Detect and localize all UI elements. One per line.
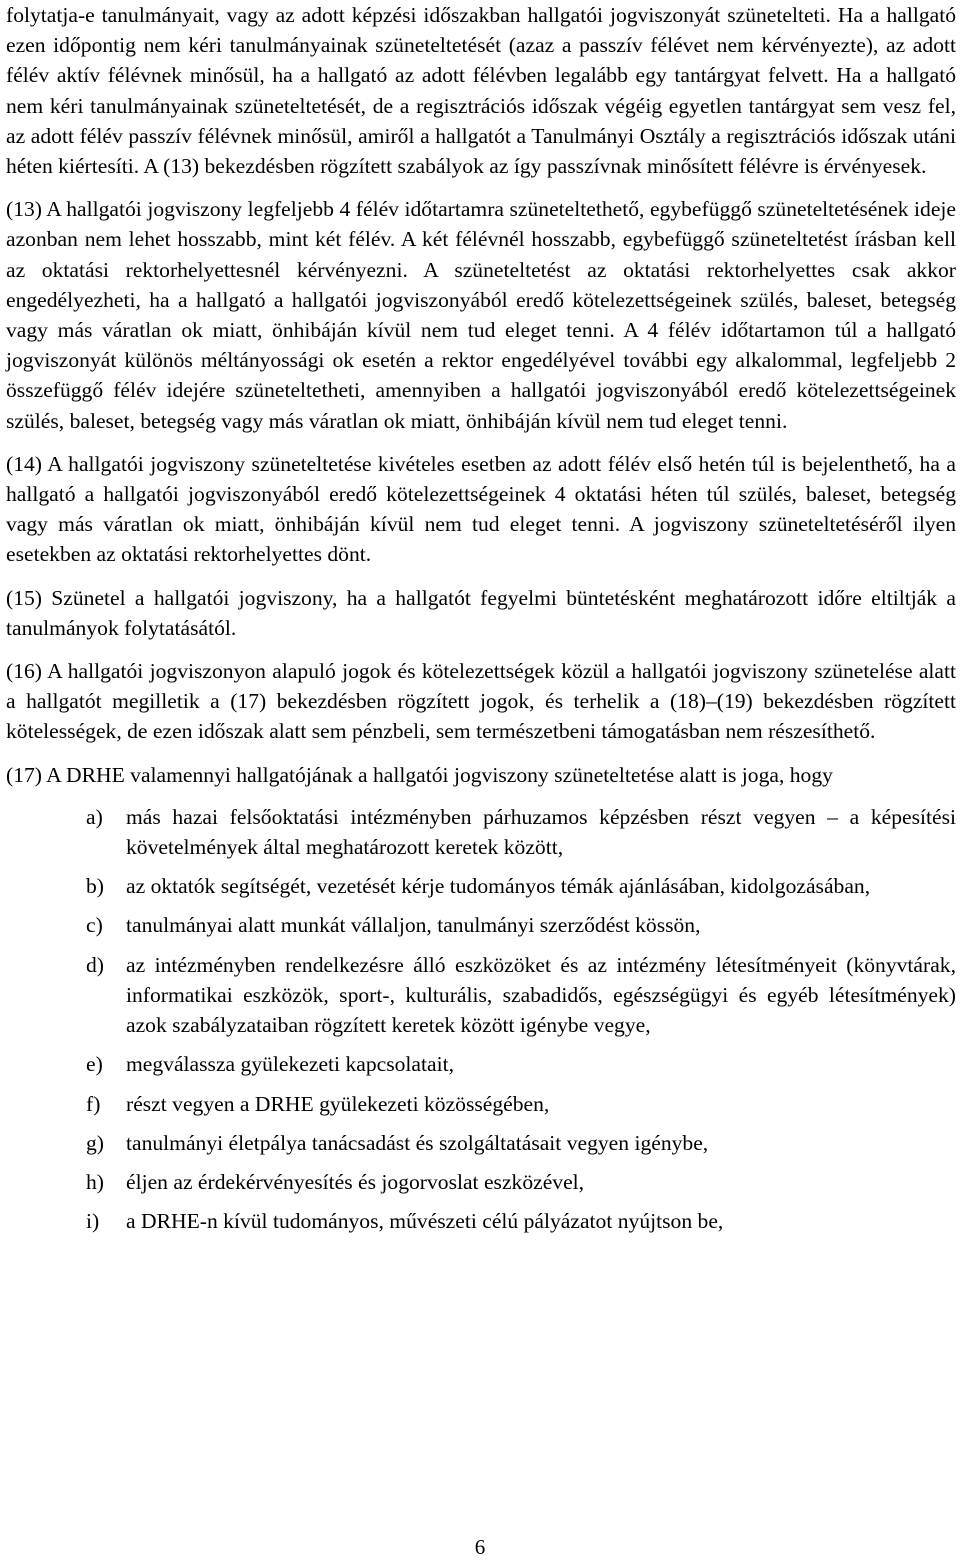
paragraph-13: (13) A hallgatói jogviszony legfeljebb 4 félév időtartamra szüneteltethető, egybefüggő szüneteltetésének ideje azonban nem lehet hosszabb, mint két félév. A két félévnél hosszabb, egybefüggő szüneteltetést írásban kell az oktatási rektorhelyettesnél kérvényezni. A szüneteltetést az oktatási rektorhelyettes csak akkor engedélyezheti, ha a hallgató a hallgatói jogviszonyából eredő kötelezettségeinek szülés, baleset, betegség vagy más váratlan ok miatt, önhibáján kívül nem tud eleget tenni. A 4 félév időtartamon túl a hallgató jogviszonyát különös méltányossági ok esetén a rektor engedélyével további egy alkalommal, legfeljebb 2 összefüggő félév idejére szüneteltetheti, amennyiben a hallgatói jogviszonyából eredő kötelezettségeinek szülés, baleset, betegség vagy más váratlan ok miatt, önhibáján kívül nem tud eleget tenni. — [6, 197, 956, 433]
list-item-label: d) — [86, 952, 104, 977]
list-item — [86, 910, 956, 940]
list-item-text: részt vegyen a DRHE gyülekezeti közösségében, — [126, 1091, 550, 1116]
list-item-text: a DRHE-n kívül tudományos, művészeti célú pályázatot nyújtson be, — [126, 1209, 724, 1234]
list-item — [86, 802, 956, 862]
list-item-label: f) — [86, 1091, 101, 1116]
rights-list — [6, 802, 956, 1236]
paragraph-14: (14) A hallgatói jogviszony szüneteltetése kivételes esetben az adott félév első hetén túl is bejelenthető, ha a hallgató a hallgatói jogviszonyából eredő kötelezettségeinek 4 oktatási héten túl szülés, baleset, betegség vagy más váratlan ok miatt, önhibáján kívül nem tud eleget tenni. A jogviszony szüneteltetéséről ilyen esetekben az oktatási rektorhelyettes dönt. — [6, 451, 956, 567]
list-item — [86, 1128, 956, 1158]
list-item-text: éljen az érdekérvényesítés és jogorvoslat eszközével, — [126, 1169, 585, 1194]
list-item-label: g) — [86, 1130, 104, 1155]
list-item — [86, 1049, 956, 1079]
list-item — [86, 871, 956, 901]
paragraph-16: (16) A hallgatói jogviszonyon alapuló jogok és kötelezettségek közül a hallgatói jogviszony szünetelése alatt a hallgatót megilletik a (17) bekezdésben rögzített jogok, és terhelik a (18)–(19) bekezdésben rögzített kötelességek, de ezen időszak alatt sem pénzbeli, sem természetbeni támogatásban nem részesíthető. — [6, 659, 956, 744]
paragraph-15: (15) Szünetel a hallgatói jogviszony, ha a hallgatót fegyelmi büntetésként meghatározott időre eltiltják a tanulmányok folytatásától. — [6, 585, 956, 640]
list-item-text: tanulmányi életpálya tanácsadást és szolgáltatásait vegyen igénybe, — [126, 1130, 709, 1155]
paragraph-continuation: folytatja-e tanulmányait, vagy az adott képzési időszakban hallgatói jogviszonyát szünetelteti. Ha a hallgató ezen időpontig nem kéri tanulmányainak szüneteltetését (azaz a passzív félévet nem kérvényezte), az adott félév aktív félévnek minősül, ha a hallgató az adott félévben legalább egy tantárgyat felvett. Ha a hallgató nem kéri tanulmányainak szüneteltetését, de a regisztrációs időszak végéig egyetlen tantárgyat sem vesz fel, az adott félév passzív félévnek minősül, amiről a hallgatót a Tanulmányi Osztály a regisztrációs időszak utáni héten kiértesíti. A (13) bekezdésben rögzített szabályok az így passzívnak minősített félévre is érvényesek. — [6, 3, 956, 179]
list-item-label: i) — [86, 1209, 100, 1234]
paragraph-17: (17) A DRHE valamennyi hallgatójának a hallgatói jogviszony szüneteltetése alatt is joga, hogy — [6, 762, 833, 787]
list-item-text: más hazai felsőoktatási intézményben párhuzamos képzésben részt vegyen – a képesítési követelmények által meghatározott keretek között, — [126, 804, 956, 860]
page-number: 6 — [474, 1535, 486, 1559]
list-item — [86, 1167, 956, 1197]
list-item-label: e) — [86, 1052, 103, 1077]
list-item-label: b) — [86, 874, 104, 899]
list-item — [86, 950, 956, 1041]
list-item — [86, 1089, 956, 1119]
list-item-text: tanulmányai alatt munkát vállaljon, tanulmányi szerződést kössön, — [126, 913, 701, 938]
document-page — [6, 0, 956, 1245]
list-item-text: megválassza gyülekezeti kapcsolatait, — [126, 1052, 454, 1077]
list-item-label: a) — [86, 804, 103, 829]
list-item-label: h) — [86, 1169, 104, 1194]
list-item-text: az oktatók segítségét, vezetését kérje tudományos témák ajánlásában, kidolgozásában, — [126, 874, 871, 899]
list-item — [86, 1206, 956, 1236]
list-item-text: az intézményben rendelkezésre álló eszközöket és az intézmény létesítményeit (könyvtárak, informatikai eszközök, sport-, kulturális, szabadidős, egészségügyi és egyéb létesítmények) azok szabályzataiban rögzített keretek között igénybe vegye, — [126, 952, 956, 1038]
list-item-label: c) — [86, 913, 103, 938]
